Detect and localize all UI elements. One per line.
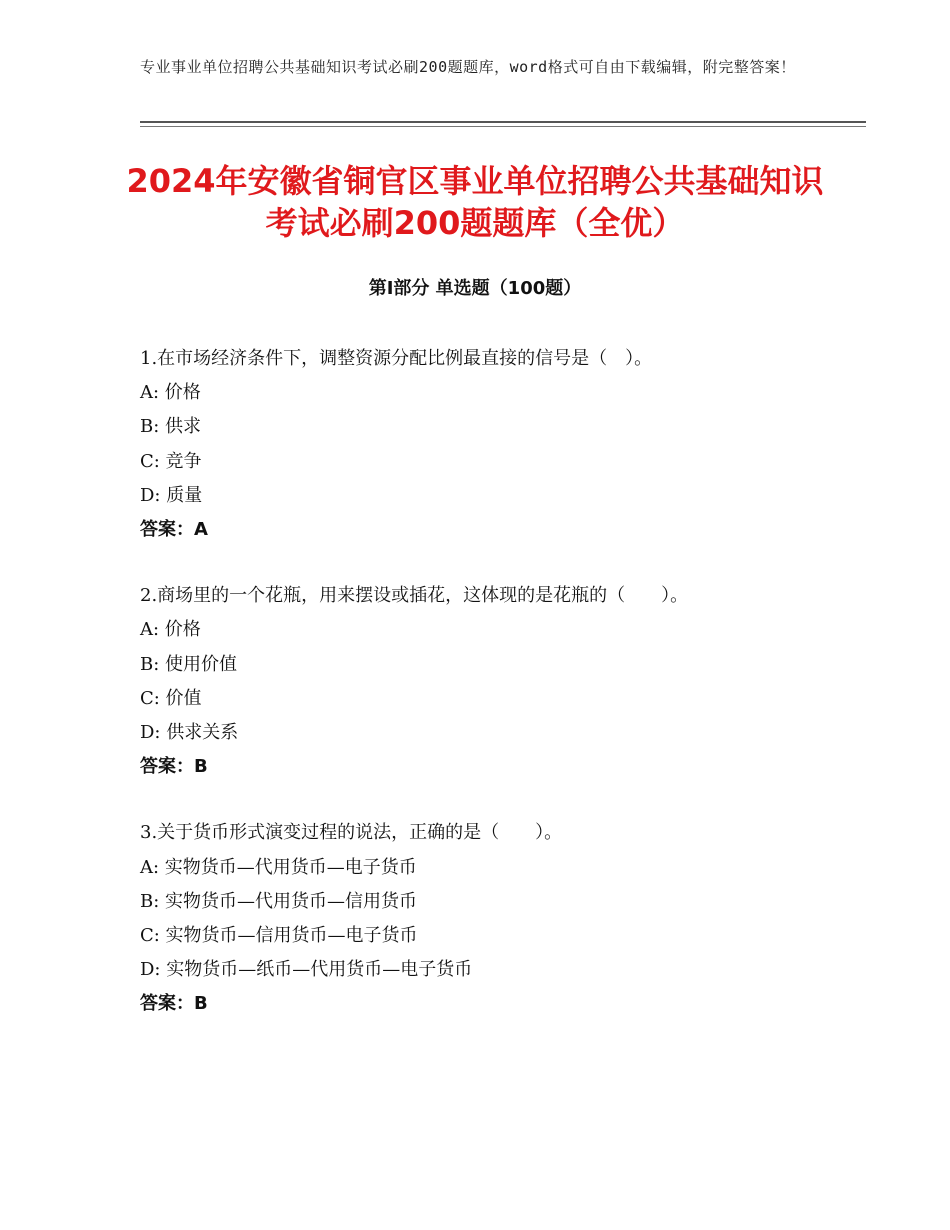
- header-rule-thick: [140, 121, 866, 123]
- option-a: A: 实物货币—代用货币—电子货币: [140, 856, 417, 878]
- option-d: D: 质量: [140, 484, 203, 506]
- header-note: 专业事业单位招聘公共基础知识考试必刷200题题库，word格式可自由下载编辑，附完整答案！: [140, 58, 796, 76]
- answer: 答案：B: [140, 756, 208, 778]
- question-stem: 1.在市场经济条件下，调整资源分配比例最直接的信号是（ ）。: [140, 348, 653, 369]
- question-3: [140, 816, 780, 1021]
- question-list: [140, 342, 780, 1054]
- option-a: A: 价格: [140, 382, 201, 404]
- option-a: A: 价格: [140, 619, 201, 641]
- option-b: B: 使用价值: [140, 653, 238, 675]
- option-d: D: 实物货币—纸币—代用货币—电子货币: [140, 959, 473, 981]
- section-heading: 第Ⅰ部分 单选题（100题）: [368, 278, 582, 299]
- question-2: [140, 579, 780, 784]
- question-1: [140, 342, 780, 547]
- option-c: C: 实物货币—信用货币—电子货币: [140, 925, 418, 947]
- option-b: B: 供求: [140, 416, 202, 438]
- question-stem: 2.商场里的一个花瓶，用来摆设或插花，这体现的是花瓶的（ ）。: [140, 585, 689, 607]
- option-b: B: 实物货币—代用货币—信用货币: [140, 890, 418, 912]
- document-title: 2024年安徽省铜官区事业单位招聘公共基础知识考试必刷200题题库（全优）: [126, 162, 824, 242]
- option-d: D: 供求关系: [140, 722, 239, 744]
- answer: 答案：B: [140, 993, 208, 1015]
- question-stem: 3.关于货币形式演变过程的说法，正确的是（ ）。: [140, 822, 563, 844]
- answer: 答案：A: [140, 519, 208, 541]
- option-c: C: 价值: [140, 687, 202, 709]
- option-c: C: 竞争: [140, 450, 202, 472]
- header-rule-thin: [140, 126, 866, 127]
